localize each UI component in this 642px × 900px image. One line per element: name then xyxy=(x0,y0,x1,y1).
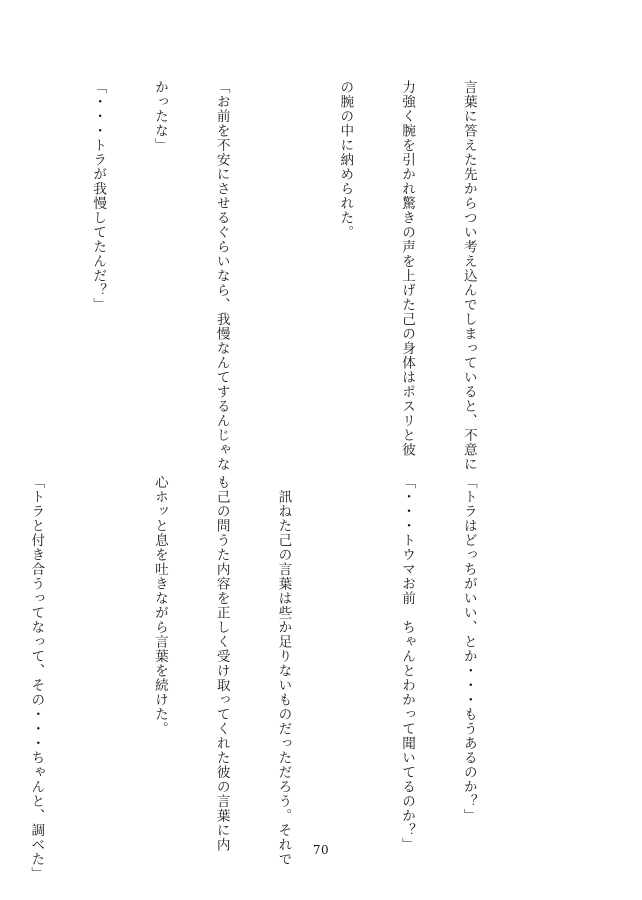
text-line: 「トラはどっちがいい、とか・・・もうあるのか？」 xyxy=(460,475,477,823)
text-line: かったな」 xyxy=(151,80,168,153)
text-line: も己の問うた内容を正しく受け取ってくれた彼の言葉に内 xyxy=(213,475,230,852)
text-line: 「・・・トウマお前 ちゃんとわかって聞いてるのか？」 xyxy=(399,475,416,852)
text-line xyxy=(26,80,47,460)
text-line: 「お前を不安にさせるぐらいなら、我慢なんてするんじゃな xyxy=(213,80,230,472)
text-line xyxy=(273,80,294,460)
top-text-block xyxy=(0,80,520,472)
text-line xyxy=(88,475,109,860)
text-line: 言葉に答えた先からつい考え込んでしまっていると、不意に xyxy=(460,80,477,472)
page-number: 70 xyxy=(312,843,330,857)
text-line xyxy=(335,475,356,860)
bottom-text-block xyxy=(0,475,520,881)
text-line: 「トラと付き合うってなって、その・・・ちゃんと、調べた」 xyxy=(28,475,45,881)
text-line: 訊ねた己の言葉は些か足りないものだっただろう。それで xyxy=(275,475,292,867)
text-line: の腕の中に納められた。 xyxy=(337,80,354,240)
text-line: 心ホッと息を吐きながら言葉を続けた。 xyxy=(151,475,168,736)
text-line: 力強く腕を引かれ驚きの声を上げた己の身体はポスリと彼 xyxy=(399,80,416,457)
text-line: 「・・・トラが我慢してたんだ？」 xyxy=(90,80,107,312)
